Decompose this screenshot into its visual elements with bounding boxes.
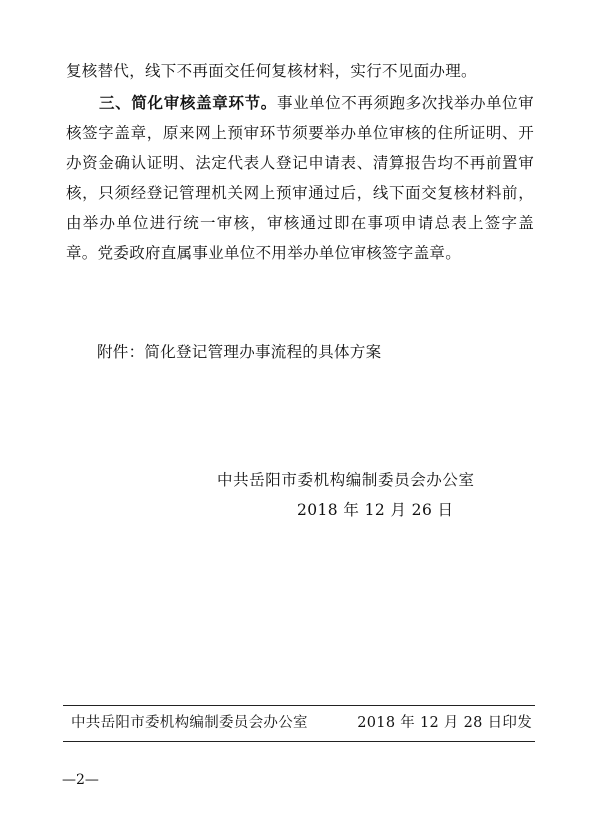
footer-rule-top (63, 705, 535, 706)
attachment-note: 附件：简化登记管理办事流程的具体方案 (97, 343, 382, 361)
paragraph-continuation: 复核替代，线下不再面交任何复核材料，实行不见面办理。 (66, 62, 477, 80)
footer-issuing-office: 中共岳阳市委机构编制委员会办公室 (71, 715, 308, 731)
footer-rule-bottom (63, 741, 535, 742)
section-3-text: 事业单位不再须跑多次找举办单位审核签字盖章，原来网上预审环节须要举办单位审核的住所证明、开办资金确认证明、法定代表人登记申请表、清算报告均不再前置审核，只须经登记管理机关网上预审通过后，线下面交复核材料前，由举办单位进行统一审核，审核通过即在事项申请总表上签字盖章。党委政府直属事业单位不用举办单位审核签字盖章。 (66, 94, 534, 262)
section-3-heading: 三、简化审核盖章环节。 (99, 94, 277, 112)
signature-issuer: 中共岳阳市委机构编制委员会办公室 (217, 471, 475, 489)
page-number: —2— (62, 772, 99, 788)
paragraph-section-3 (66, 88, 534, 268)
signature-date: 2018 年 12 月 26 日 (297, 501, 454, 519)
footer-print-date: 2018 年 12 月 28 日印发 (357, 715, 532, 731)
